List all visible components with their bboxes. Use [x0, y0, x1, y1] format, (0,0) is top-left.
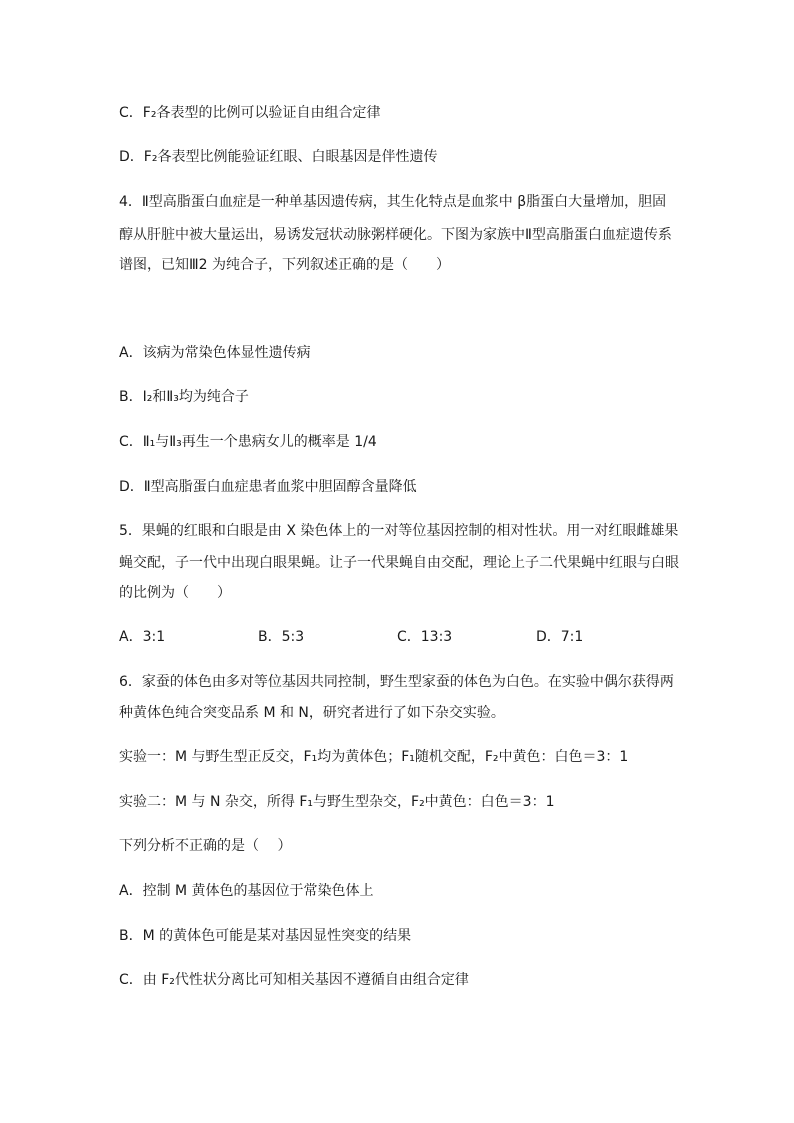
- q5-stem-line-1: 5．果蝇的红眼和白眼是由 X 染色体上的一对等位基因控制的相对性状。用一对红眼雌雄果: [119, 523, 679, 539]
- q4-stem-line-2: 醇从肝脏中被大量运出，易诱发冠状动脉粥样硬化。下图为家族中Ⅱ型高脂蛋白血症遗传系: [119, 227, 672, 243]
- q4-stem-line-1: 4．Ⅱ型高脂蛋白血症是一种单基因遗传病，其生化特点是血浆中 β脂蛋白大量增加，胆固: [119, 194, 667, 210]
- q6-stem-line-1: 6．家蚕的体色由多对等位基因共同控制，野生型家蚕的体色为白色。在实验中偶尔获得两: [119, 674, 674, 690]
- q4-stem-line-3: 谱图，已知Ⅲ2 为纯合子，下列叙述正确的是（ ）: [119, 257, 451, 273]
- q6-option-a: A．控制 M 黄体色的基因位于常染色体上: [119, 883, 374, 899]
- q3-option-c: C．F₂各表型的比例可以验证自由组合定律: [119, 105, 381, 121]
- q4-option-a: A．该病为常染色体显性遗传病: [119, 345, 311, 361]
- q4-option-d: D．Ⅱ型高脂蛋白血症患者血浆中胆固醇含量降低: [119, 479, 417, 495]
- q6-option-c: C．由 F₂代性状分离比可知相关基因不遵循自由组合定律: [119, 972, 469, 988]
- q6-stem-line-2: 种黄体色纯合突变品系 M 和 N，研究者进行了如下杂交实验。: [119, 705, 505, 721]
- q3-option-d: D．F₂各表型比例能验证红眼、白眼基因是伴性遗传: [119, 149, 438, 165]
- q6-experiment-2: 实验二：M 与 N 杂交，所得 F₁与野生型杂交，F₂中黄色：白色＝3：1: [119, 794, 555, 810]
- q6-experiment-1: 实验一：M 与野生型正反交，F₁均为黄体色；F₁随机交配，F₂中黄色：白色＝3：1: [119, 749, 629, 765]
- q5-option-d: D．7:1: [536, 629, 584, 645]
- q5-option-a: A．3:1: [119, 629, 166, 645]
- q5-stem-line-2: 蝇交配，子一代中出现白眼果蝇。让子一代果蝇自由交配，理论上子二代果蝇中红眼与白眼: [119, 555, 679, 571]
- q6-question: 下列分析不正确的是（ ）: [119, 838, 292, 854]
- q5-option-c: C．13:3: [397, 629, 453, 645]
- q4-option-b: B．Ⅰ₂和Ⅱ₃均为纯合子: [119, 389, 249, 405]
- q4-option-c: C．Ⅱ₁与Ⅱ₃再生一个患病女儿的概率是 1/4: [119, 434, 377, 450]
- q5-stem-line-3: 的比例为（ ）: [119, 585, 231, 601]
- q5-options-row: [119, 627, 679, 647]
- q5-option-b: B．5:3: [258, 629, 305, 645]
- q6-option-b: B．M 的黄体色可能是某对基因显性突变的结果: [119, 928, 412, 944]
